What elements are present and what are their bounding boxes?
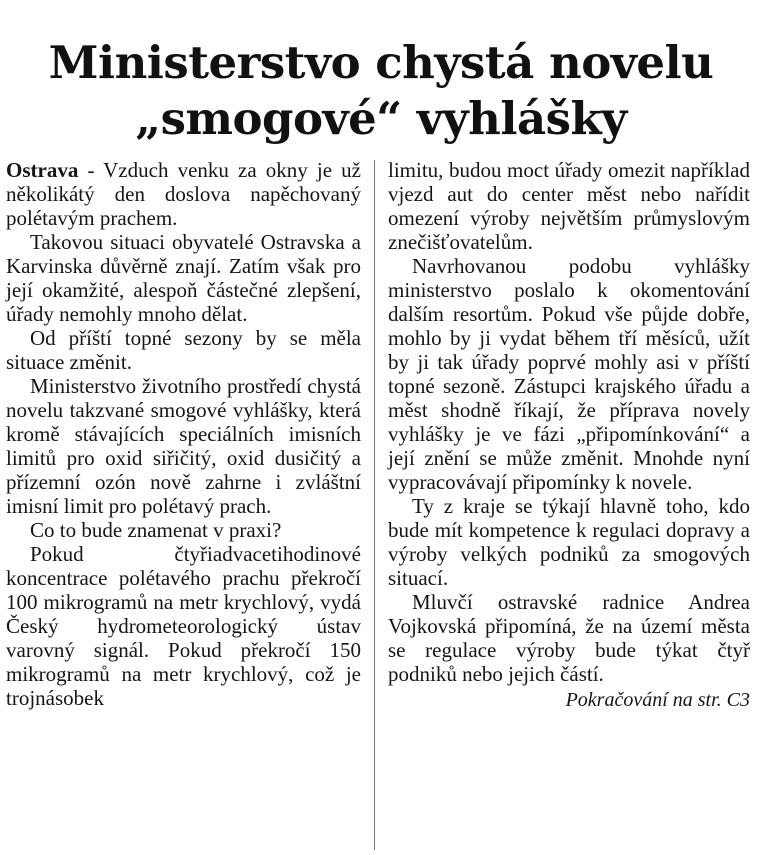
lead-text: - Vzduch venku za okny je už několikátý den doslova napěchovaný polétavým prachem. (6, 158, 361, 230)
paragraph: Co to bude znamenat v praxi? (30, 518, 282, 542)
paragraph: Mluvčí ostravské radnice Andrea Vojkovská připomíná, že na území města se regulace výroby bude týkat čtyř podniků nebo jejich částí. (388, 590, 750, 686)
paragraph: Pokud čtyřiadvacetihodinové koncentrace polétavého prachu překročí 100 mikrogramů na metr krychlový, vydá Český hydrometeorologický ústav varovný signál. Pokud překročí 150 mikrogramů na metr krychlový, což je trojnásobek (6, 542, 361, 710)
continued-note: Pokračování na str. C3 (565, 689, 750, 711)
paragraph: Od příští topné sezony by se měla situace změnit. (6, 326, 361, 374)
dateline: Ostrava (6, 158, 79, 182)
paragraph: Navrhovanou podobu vyhlášky ministerstvo poslalo k okomentování dalším resortům. Pokud vše půjde dobře, mohlo by ji vydat během tří měsíců, užít by ji tak úřady poprvé mohly asi v příští topné sezoně. Zástupci krajského úřadu a měst shodně říkají, že příprava novely vyhlášky je ve fázi „připomínkování“ a její znění se může změnit. Mnohde nyní vypracovávají připomínky k novele. (388, 254, 750, 494)
paragraph: Ministerstvo životního prostředí chystá novelu takzvané smogové vyhlášky, která kromě stávajících speciálních imisních limitů pro oxid siřičitý, oxid dusičitý a přízemní ozón nově zahrne i zvláštní imisní limit pro polétavý prach. (6, 374, 361, 518)
paragraph (6, 158, 361, 230)
paragraph: limitu, budou moct úřady omezit například vjezd aut do center měst nebo nařídit omezení výroby největším průmyslovým znečišťovatelům. (388, 158, 750, 254)
headline (0, 35, 762, 147)
headline-line-1: Ministerstvo chystá novelu (48, 36, 714, 90)
article-column-right (388, 158, 750, 712)
article-column-left (6, 158, 361, 710)
headline-line-2: „smogové“ vyhlášky (135, 92, 627, 146)
paragraph: Takovou situaci obyvatelé Ostravska a Karvinska důvěrně znají. Zatím však pro její okamžité, alespoň částečné zlepšení, úřady nemohly mnoho dělat. (6, 230, 361, 326)
paragraph: Ty z kraje se týkají hlavně toho, kdo bude mít kompetence k regulaci dopravy a výroby velkých podniků za smogových situací. (388, 494, 750, 590)
column-divider (374, 160, 375, 850)
